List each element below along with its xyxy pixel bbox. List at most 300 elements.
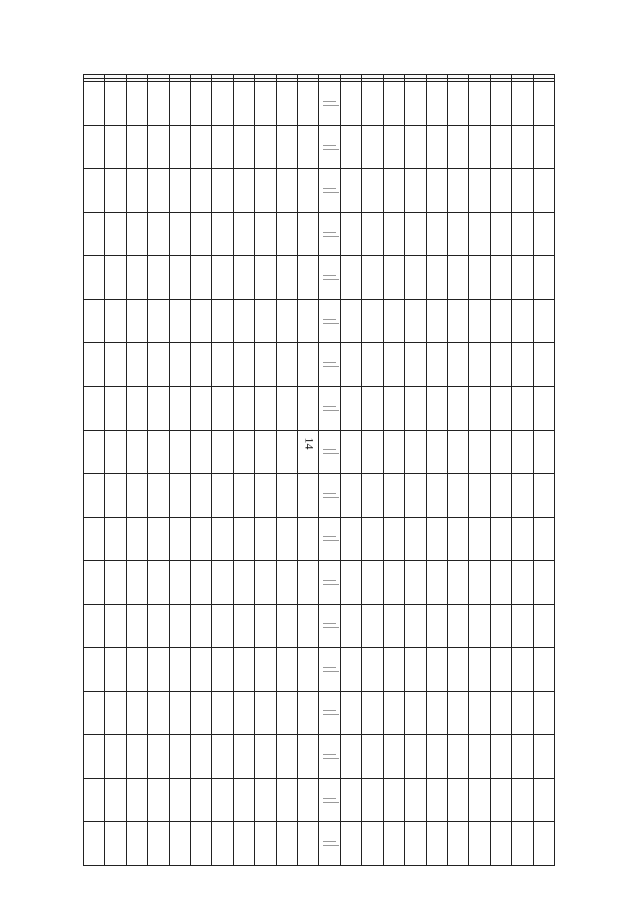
table-cell: [533, 212, 554, 256]
table-cell: [405, 474, 426, 518]
table-cell: [490, 517, 511, 561]
text-placeholder: [323, 714, 338, 715]
table-cell: [233, 604, 254, 648]
table-cell: [383, 778, 404, 822]
table-cell: [276, 256, 297, 300]
table-cell: [298, 169, 319, 213]
table-cell: [512, 256, 533, 300]
table-cell: [212, 648, 233, 692]
table-cell: [319, 735, 340, 779]
table-cell: [469, 386, 490, 430]
table-cell: [255, 212, 276, 256]
page-number: 14: [302, 437, 317, 450]
table-cell: [148, 212, 169, 256]
table-cell: [298, 691, 319, 735]
table-cell: [191, 517, 212, 561]
table-cell: [426, 82, 447, 126]
table-cell: [469, 212, 490, 256]
table-cell: [169, 735, 190, 779]
table-cell: [255, 386, 276, 430]
text-placeholder: [323, 149, 338, 150]
table-cell: [447, 822, 468, 866]
table-cell: [447, 256, 468, 300]
table-cell: [405, 343, 426, 387]
table-cell: [362, 256, 383, 300]
table-cell: [490, 735, 511, 779]
table-cell: [84, 125, 105, 169]
table-cell: [191, 604, 212, 648]
table-cell: [298, 299, 319, 343]
table-cell: [233, 430, 254, 474]
table-cell: [533, 778, 554, 822]
table-cell: [191, 82, 212, 126]
table-cell: [512, 386, 533, 430]
table-cell: [212, 343, 233, 387]
table-cell: [447, 517, 468, 561]
table-cell: [426, 604, 447, 648]
table-cell: [533, 561, 554, 605]
table-cell: [447, 691, 468, 735]
table-cell: [512, 430, 533, 474]
table-cell: [533, 474, 554, 518]
table-row: [84, 430, 555, 474]
table-cell: [126, 82, 147, 126]
table-cell: [169, 604, 190, 648]
table-cell: [255, 604, 276, 648]
table-cell: [405, 125, 426, 169]
table-cell: [255, 169, 276, 213]
table-cell: [340, 474, 361, 518]
table-cell: [447, 212, 468, 256]
table-cell: [84, 561, 105, 605]
table-cell: [340, 169, 361, 213]
table-cell: [126, 648, 147, 692]
table-cell: [84, 474, 105, 518]
text-placeholder: [323, 188, 335, 189]
table-cell: [276, 386, 297, 430]
text-placeholder: [323, 279, 338, 280]
table-cell: [405, 778, 426, 822]
table-cell: [490, 822, 511, 866]
table-cell: [126, 299, 147, 343]
table-cell: [276, 125, 297, 169]
table-cell: [469, 648, 490, 692]
table-cell: [212, 430, 233, 474]
table-cell: [298, 735, 319, 779]
text-placeholder: [323, 236, 338, 237]
table-cell: [340, 735, 361, 779]
table-cell: [490, 648, 511, 692]
table-cell: [490, 474, 511, 518]
text-placeholder: [323, 845, 338, 846]
table-cell: [255, 343, 276, 387]
table-cell: [340, 691, 361, 735]
table-cell: [533, 299, 554, 343]
table-cell: [84, 430, 105, 474]
table-cell: [126, 386, 147, 430]
table-cell: [319, 517, 340, 561]
table-cell: [148, 604, 169, 648]
table-row: [84, 735, 555, 779]
table-cell: [148, 735, 169, 779]
table-cell: [169, 474, 190, 518]
table-cell: [298, 517, 319, 561]
table-cell: [191, 430, 212, 474]
table-cell: [169, 561, 190, 605]
table-cell: [469, 822, 490, 866]
table-cell: [383, 474, 404, 518]
table-cell: [126, 212, 147, 256]
table-cell: [233, 735, 254, 779]
table-cell: [84, 256, 105, 300]
table-cell: [469, 169, 490, 213]
table-cell: [298, 822, 319, 866]
table-cell: [255, 430, 276, 474]
table-cell: [212, 256, 233, 300]
table-cell: [105, 125, 126, 169]
table-cell: [319, 386, 340, 430]
table-cell: [447, 386, 468, 430]
table-cell: [426, 735, 447, 779]
table-cell: [362, 212, 383, 256]
table-cell: [469, 778, 490, 822]
table-cell: [319, 299, 340, 343]
table-cell: [212, 125, 233, 169]
table-cell: [405, 735, 426, 779]
table-cell: [469, 125, 490, 169]
table-cell: [362, 343, 383, 387]
table-cell: [298, 212, 319, 256]
table-cell: [362, 430, 383, 474]
table-cell: [340, 778, 361, 822]
table-cell: [319, 125, 340, 169]
table-cell: [148, 299, 169, 343]
table-cell: [276, 299, 297, 343]
text-placeholder: [323, 493, 335, 494]
table-cell: [191, 648, 212, 692]
text-placeholder: [323, 667, 335, 668]
table-cell: [512, 212, 533, 256]
text-placeholder: [323, 410, 338, 411]
table-cell: [512, 125, 533, 169]
table-cell: [191, 299, 212, 343]
table-cell: [362, 517, 383, 561]
table-cell: [84, 735, 105, 779]
table-cell: [105, 299, 126, 343]
budget-table: [83, 74, 555, 866]
table-cell: [298, 778, 319, 822]
table-cell: [105, 604, 126, 648]
table-cell: [126, 125, 147, 169]
text-placeholder: [323, 798, 335, 799]
table-cell: [383, 517, 404, 561]
text-placeholder: [323, 275, 335, 276]
table-cell: [233, 822, 254, 866]
table-cell: [533, 691, 554, 735]
table-cell: [405, 212, 426, 256]
table-cell: [276, 474, 297, 518]
table-cell: [426, 343, 447, 387]
table-cell: [426, 125, 447, 169]
table-cell: [490, 82, 511, 126]
table-cell: [298, 256, 319, 300]
table-row: [84, 648, 555, 692]
table-cell: [383, 386, 404, 430]
table-cell: [105, 517, 126, 561]
table-cell: [426, 386, 447, 430]
table-cell: [84, 604, 105, 648]
table-cell: [319, 343, 340, 387]
table-cell: [276, 517, 297, 561]
table-cell: [405, 691, 426, 735]
table-cell: [405, 648, 426, 692]
text-placeholder: [323, 623, 335, 624]
table-cell: [362, 474, 383, 518]
table-cell: [426, 648, 447, 692]
table-cell: [169, 125, 190, 169]
table-cell: [105, 561, 126, 605]
table-cell: [169, 169, 190, 213]
table-cell: [512, 474, 533, 518]
table-cell: [383, 343, 404, 387]
table-cell: [405, 604, 426, 648]
table-cell: [233, 299, 254, 343]
table-cell: [255, 822, 276, 866]
table-cell: [212, 517, 233, 561]
table-cell: [319, 169, 340, 213]
table-cell: [276, 430, 297, 474]
table-cell: [126, 430, 147, 474]
table-cell: [84, 343, 105, 387]
table-cell: [191, 778, 212, 822]
table-cell: [212, 561, 233, 605]
table-cell: [191, 735, 212, 779]
table-cell: [255, 691, 276, 735]
table-cell: [383, 256, 404, 300]
table-cell: [340, 212, 361, 256]
table-cell: [512, 822, 533, 866]
table-cell: [255, 474, 276, 518]
table-cell: [362, 169, 383, 213]
table-cell: [84, 299, 105, 343]
table-cell: [105, 822, 126, 866]
table-cell: [426, 299, 447, 343]
text-placeholder: [323, 319, 335, 320]
table-cell: [362, 691, 383, 735]
table-cell: [362, 822, 383, 866]
table-cell: [512, 648, 533, 692]
text-placeholder: [323, 627, 338, 628]
table-cell: [426, 517, 447, 561]
table-cell: [447, 169, 468, 213]
table-cell: [148, 125, 169, 169]
table-cell: [362, 604, 383, 648]
table-cell: [84, 82, 105, 126]
table-cell: [191, 691, 212, 735]
table-cell: [84, 212, 105, 256]
table-cell: [383, 430, 404, 474]
table-cell: [447, 299, 468, 343]
table-cell: [405, 299, 426, 343]
table-cell: [340, 604, 361, 648]
table-cell: [469, 82, 490, 126]
table-cell: [191, 822, 212, 866]
table-cell: [319, 648, 340, 692]
table-body: [84, 75, 555, 866]
table-row: [84, 125, 555, 169]
table-cell: [469, 735, 490, 779]
table-cell: [105, 474, 126, 518]
table-cell: [126, 517, 147, 561]
table-cell: [233, 169, 254, 213]
table-cell: [255, 735, 276, 779]
table-cell: [255, 778, 276, 822]
table-cell: [84, 648, 105, 692]
table-cell: [233, 212, 254, 256]
table-cell: [490, 778, 511, 822]
table-cell: [105, 735, 126, 779]
table-cell: [298, 386, 319, 430]
table-cell: [212, 386, 233, 430]
table-cell: [276, 561, 297, 605]
table-cell: [340, 343, 361, 387]
table-cell: [426, 474, 447, 518]
table-cell: [426, 430, 447, 474]
table-cell: [233, 256, 254, 300]
table-cell: [212, 822, 233, 866]
table-cell: [191, 256, 212, 300]
table-cell: [233, 386, 254, 430]
text-placeholder: [323, 192, 338, 193]
table-cell: [191, 561, 212, 605]
table-cell: [490, 430, 511, 474]
table-cell: [426, 778, 447, 822]
table-row: [84, 82, 555, 126]
text-placeholder: [323, 671, 338, 672]
table-row: [84, 691, 555, 735]
table-cell: [148, 386, 169, 430]
table-cell: [255, 82, 276, 126]
text-placeholder: [323, 145, 335, 146]
table-cell: [490, 386, 511, 430]
table-cell: [105, 386, 126, 430]
table-cell: [276, 648, 297, 692]
table-cell: [255, 256, 276, 300]
table-cell: [319, 604, 340, 648]
table-cell: [469, 604, 490, 648]
table-cell: [383, 648, 404, 692]
table-cell: [148, 517, 169, 561]
table-cell: [533, 430, 554, 474]
table-cell: [362, 125, 383, 169]
text-placeholder: [323, 105, 338, 106]
table-cell: [212, 735, 233, 779]
table-cell: [126, 778, 147, 822]
table-cell: [469, 561, 490, 605]
table-cell: [233, 474, 254, 518]
table-cell: [126, 169, 147, 213]
table-cell: [126, 604, 147, 648]
table-cell: [383, 169, 404, 213]
table-cell: [148, 561, 169, 605]
table-cell: [105, 430, 126, 474]
text-placeholder: [323, 802, 338, 803]
table-cell: [533, 648, 554, 692]
table-cell: [340, 517, 361, 561]
table-cell: [405, 517, 426, 561]
table-cell: [148, 691, 169, 735]
text-placeholder: [323, 710, 335, 711]
table-cell: [383, 604, 404, 648]
table-cell: [255, 648, 276, 692]
text-placeholder: [323, 406, 335, 407]
table-cell: [362, 82, 383, 126]
table-cell: [84, 778, 105, 822]
table-cell: [319, 430, 340, 474]
table-cell: [362, 648, 383, 692]
table-cell: [533, 125, 554, 169]
table-cell: [512, 604, 533, 648]
table-cell: [319, 474, 340, 518]
table-cell: [191, 169, 212, 213]
table-cell: [148, 430, 169, 474]
table-row: [84, 343, 555, 387]
table-cell: [490, 125, 511, 169]
table-cell: [169, 778, 190, 822]
table-cell: [512, 691, 533, 735]
table-cell: [340, 430, 361, 474]
table-cell: [319, 212, 340, 256]
table-cell: [533, 169, 554, 213]
table-cell: [84, 822, 105, 866]
text-placeholder: [323, 366, 338, 367]
table-cell: [191, 386, 212, 430]
table-cell: [319, 691, 340, 735]
table-cell: [319, 778, 340, 822]
text-placeholder: [323, 580, 335, 581]
table-cell: [169, 517, 190, 561]
table-cell: [362, 778, 383, 822]
text-placeholder: [323, 758, 338, 759]
table-cell: [126, 256, 147, 300]
table-cell: [426, 561, 447, 605]
text-placeholder: [323, 323, 338, 324]
table-cell: [84, 691, 105, 735]
table-cell: [105, 343, 126, 387]
table-cell: [426, 256, 447, 300]
table-cell: [512, 561, 533, 605]
table-row: [84, 517, 555, 561]
text-placeholder: [323, 540, 338, 541]
table-cell: [255, 561, 276, 605]
text-placeholder: [323, 362, 335, 363]
table-cell: [233, 648, 254, 692]
table-cell: [447, 82, 468, 126]
table-cell: [533, 343, 554, 387]
table-cell: [148, 169, 169, 213]
table-cell: [169, 430, 190, 474]
table-cell: [212, 474, 233, 518]
table-cell: [469, 256, 490, 300]
table-cell: [383, 735, 404, 779]
table-cell: [319, 82, 340, 126]
table-cell: [405, 822, 426, 866]
table-cell: [319, 256, 340, 300]
data-table: [83, 74, 555, 866]
table-cell: [105, 691, 126, 735]
table-cell: [255, 125, 276, 169]
table-cell: [512, 343, 533, 387]
